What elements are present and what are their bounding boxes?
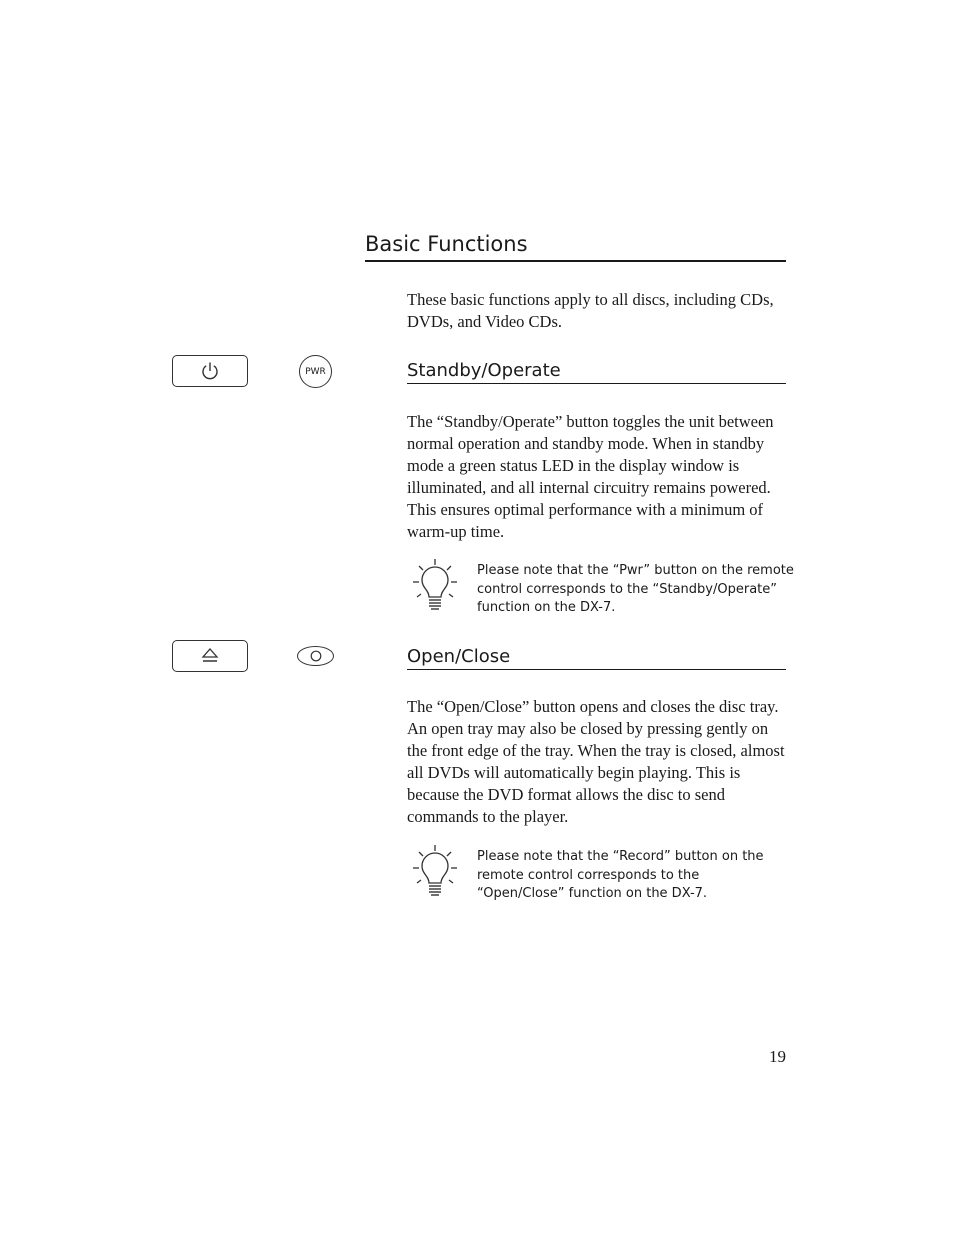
lightbulb-icon [411, 557, 459, 615]
standby-operate-body: The “Standby/Operate” button toggles the unit between normal operation and standby mode. When in standby mode a green status LED in the display window is illuminated, and all internal circuitry remains powered. This ensures optimal performance with a minimum of warm-up time. [407, 412, 774, 541]
remote-record-button [297, 646, 334, 666]
record-icon [310, 650, 322, 662]
power-icon [200, 361, 220, 381]
front-panel-power-button [172, 355, 248, 387]
standby-operate-heading: Standby/Operate [407, 360, 786, 384]
open-close-body: The “Open/Close” button opens and closes the disc tray. An open tray may also be closed by pressing gently on the front edge of the tray. When the tray is closed, almost all DVDs will automatically begin playing. This is because the DVD format allows the disc to send commands to the player. [407, 697, 785, 826]
intro-text: These basic functions apply to all discs, including CDs, DVDs, and Video CDs. [407, 290, 774, 331]
lightbulb-icon [411, 843, 459, 901]
remote-pwr-button: PWR [299, 355, 332, 388]
page-number: 19 [769, 1047, 786, 1066]
standby-operate-note: Please note that the “Pwr” button on the remote control corresponds to the “Standby/Operate” function on the DX-7. [477, 563, 794, 615]
eject-icon [200, 647, 220, 665]
open-close-note: Please note that the “Record” button on the remote control corresponds to the “Open/Close” function on the DX-7. [477, 849, 764, 901]
page-title: Basic Functions [365, 231, 786, 262]
front-panel-eject-button [172, 640, 248, 672]
open-close-heading: Open/Close [407, 646, 786, 670]
